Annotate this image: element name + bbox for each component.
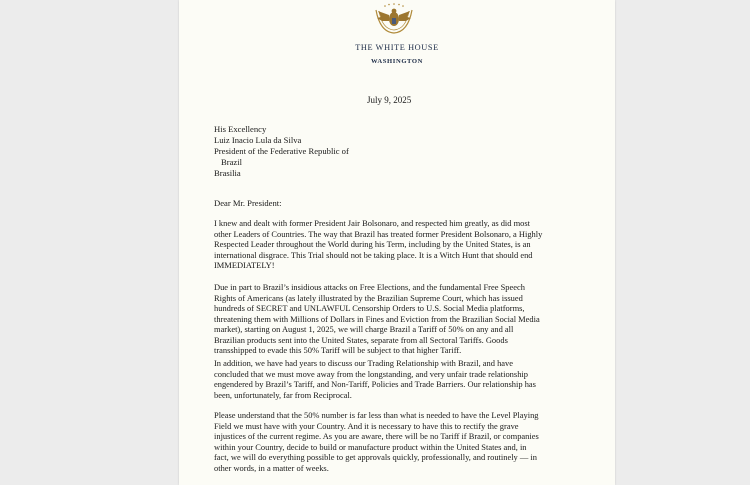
paragraph-line: Brazilian products sent into the United States, separate from all Sectoral Tariffs. Goods [214, 334, 508, 345]
salutation: Dear Mr. President: [214, 198, 282, 208]
body-paragraph-4 [214, 410, 570, 473]
letterhead-subtitle: WASHINGTON [370, 58, 424, 65]
address-line: Brasilia [214, 167, 241, 178]
paragraph-line: concluded that we must move away from the longstanding, and very unfair trade relationship [214, 368, 528, 379]
paragraph-line: been, unfortunately, far from Reciprocal. [214, 389, 352, 400]
body-paragraph-3 [214, 358, 570, 400]
paragraph-line: In addition, we have had years to discuss our Trading Relationship with Brazil, and have [214, 358, 514, 368]
letter-page [179, 0, 615, 485]
paragraph-line: injustices of the current regime. As you are aware, there will be no Tariff if Brazil, or companies [214, 431, 539, 442]
address-line: Luiz Inacio Lula da Silva [214, 134, 302, 145]
body-paragraph-1 [214, 218, 570, 271]
address-line: President of the Federative Republic of [214, 145, 349, 156]
address-line: Brazil [221, 156, 242, 167]
paragraph-line: threatening them with Millions of Dollars in Fines and Eviction from the Brazilian Social Media [214, 313, 540, 324]
paragraph-line: within your Country, decide to build or manufacture product within the United States and, in [214, 441, 527, 452]
letterhead-title: THE WHITE HOUSE [355, 43, 439, 52]
presidential-seal-icon [372, 2, 416, 34]
paragraph-line: I knew and dealt with former President Jair Bolsonaro, and respected him greatly, as did most [214, 218, 531, 228]
paragraph-line: hundreds of SECRET and UNLAWFUL Censorship Orders to U.S. Social Media platforms, [214, 303, 525, 314]
paragraph-line: fact, we will do everything possible to get approvals quickly, professionally, and routinely — in [214, 452, 537, 463]
address-line: His Excellency [214, 124, 267, 134]
paragraph-line: Field we must have with your Country. And it is necessary to have this to rectify the grave [214, 420, 519, 431]
paragraph-line: engendered by Brazil’s Tariff, and Non-Tariff, Policies and Trade Barriers. Our relationship has [214, 379, 536, 390]
letter-date: July 9, 2025 [367, 95, 412, 105]
body-paragraph-2 [214, 282, 570, 356]
paragraph-line: international disgrace. This Trial should not be taking place. It is a Witch Hunt that should end [214, 249, 533, 260]
paragraph-line: other words, in a matter of weeks. [214, 462, 329, 473]
recipient-address [214, 124, 349, 179]
paragraph-line: Please understand that the 50% number is far less than what is needed to have the Level Playing [214, 410, 539, 420]
paragraph-line: market), starting on August 1, 2025, we will charge Brazil a Tariff of 50% on any and all [214, 324, 514, 335]
paragraph-line: IMMEDIATELY! [214, 260, 275, 271]
paragraph-line: Rights of Americans (as lately illustrated by the Brazilian Supreme Court, which has issued [214, 292, 523, 303]
paragraph-line: other Leaders of Countries. The way that Brazil has treated former President Bolsonaro, a Highly [214, 228, 543, 239]
paragraph-line: Due in part to Brazil’s insidious attacks on Free Elections, and the fundamental Free Speech [214, 282, 525, 292]
paragraph-line: transshipped to evade this 50% Tariff will be subject to that higher Tariff. [214, 345, 462, 356]
paragraph-line: Respected Leader throughout the World during his Term, including by the United States, is an [214, 239, 531, 250]
